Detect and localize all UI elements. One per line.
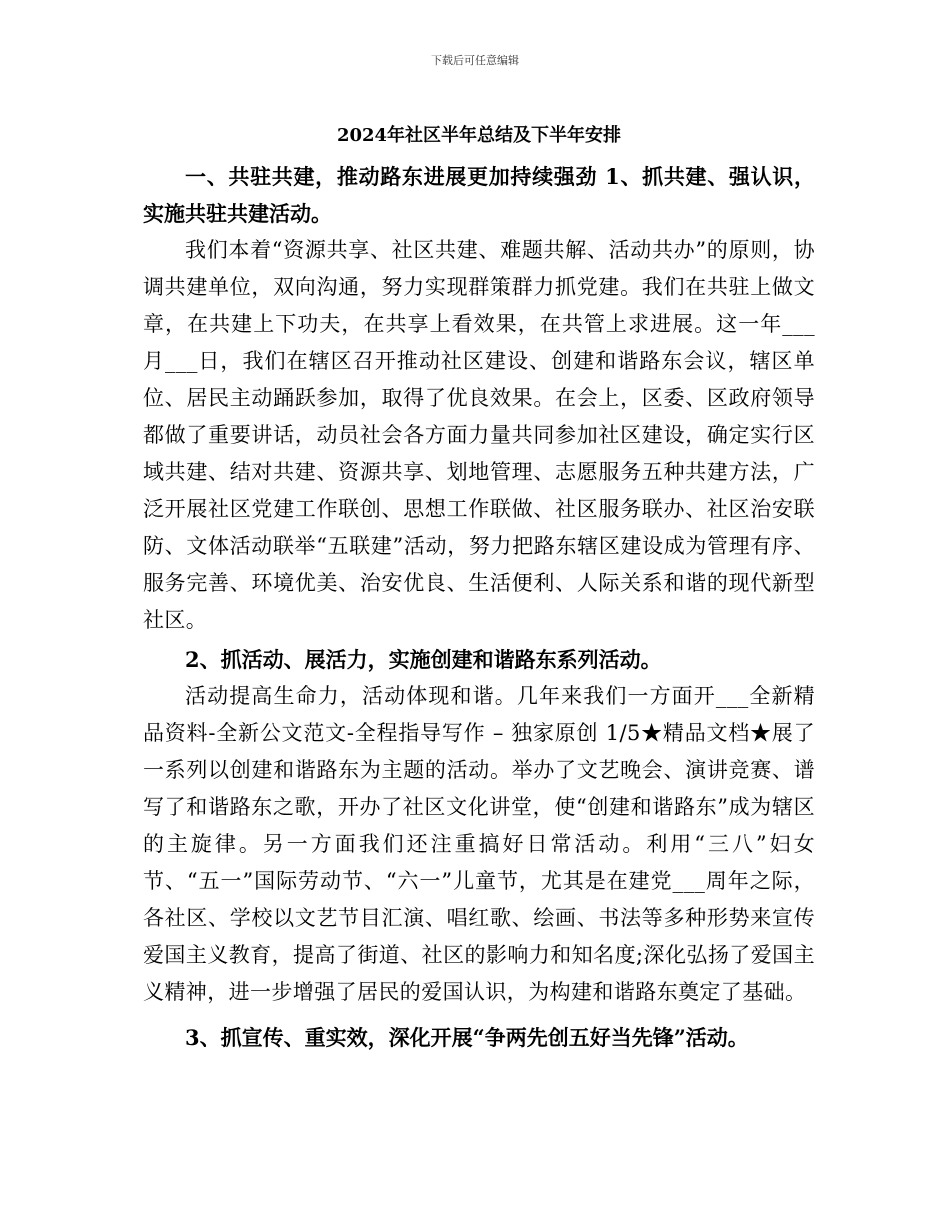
page-header-note: 下载后可任意编辑 — [431, 54, 519, 67]
document-body — [143, 120, 815, 1056]
section-heading-3: 3、抓宣传、重实效，深化开展“争两先创五好当先锋”活动。 — [185, 1025, 749, 1050]
section-heading-2: 2、抓活动、展活力，实施创建和谐路东系列活动。 — [185, 647, 662, 672]
paragraph-1: 我们本着“资源共享、社区共建、难题共解、活动共办”的原则，协调共建单位，双向沟通，努力实现群策群力抓党建。我们在共驻上做文章，在共建上下功夫，在共享上看效果，在共管上求进展。这一年___月___日，我们在辖区召开推动社区建设、创建和谐路东会议，辖区单位、居民主动踊跃参加，取得了优良效果。在会上，区委、区政府领导都做了重要讲话，动员社会各方面力量共同参加社区建设，确定实行区域共建、结对共建、资源共享、划地管理、志愿服务五种共建方法，广泛开展社区党建工作联创、思想工作联做、社区服务联办、社区治安联防、文体活动联举“五联建”活动，努力把路东辖区建设成为管理有序、服务完善、环境优美、治安优良、生活便利、人际关系和谐的现代新型社区。 — [143, 238, 815, 632]
section-heading-1: 一、共驻共建，推动路东进展更加持续强劲 1、抓共建、强认识，实施共驻共建活动。 — [143, 164, 815, 226]
document-title: 2024年社区半年总结及下半年安排 — [336, 125, 622, 146]
paragraph-2: 活动提高生命力，活动体现和谐。几年来我们一方面开___全新精品资料-全新公文范文-全程指导写作 – 独家原创 1/5★精品文档★展了一系列以创建和谐路东为主题的活动。举办了文艺晚会、演讲竞赛、谱写了和谐路东之歌，开办了社区文化讲堂，使“创建和谐路东”成为辖区的主旋律。另一方面我们还注重搞好日常活动。利用“三八”妇女节、“五一”国际劳动节、“六一”儿童节，尤其是在建党___周年之际，各社区、学校以文艺节目汇演、唱红歌、绘画、书法等多种形势来宣传爱国主义教育，提高了街道、社区的影响力和知名度;深化弘扬了爱国主义精神，进一步增强了居民的爱国认识，为构建和谐路东奠定了基础。 — [143, 684, 815, 1004]
